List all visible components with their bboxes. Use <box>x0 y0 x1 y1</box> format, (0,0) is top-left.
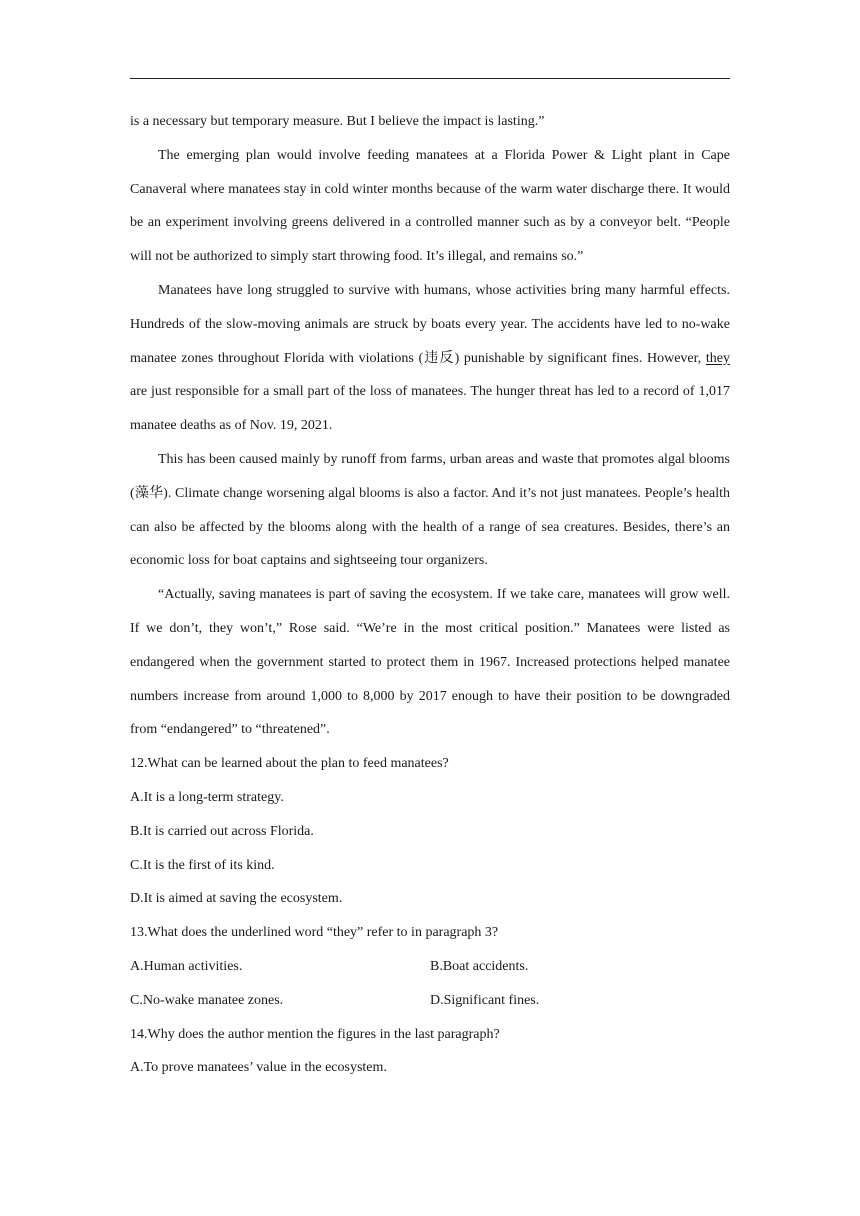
passage-paragraph-4: “Actually, saving manatees is part of saving the ecosystem. If we take care, manatees will grow well. If we don’t, they won’t,” Rose said. “We’re in the most critical position.” Manatees were listed as endangered when the government started to protect them in 1967. Increased protections helped manatee numbers increase from around 1,000 to 8,000 by 2017 enough to have their position to be downgraded from “endangered” to “threatened”. <box>130 587 730 738</box>
question-12-option-a: A.It is a long-term strategy. <box>130 789 284 805</box>
passage-paragraph-2-start: Manatees have long struggled to survive with humans, whose activities bring many harmful effects. Hundreds of the slow-moving animals are struck by boats every year. The accidents have led to no-wake manatee zones throughout Florida with violations (违反) punishable by significant fines. However, <box>130 282 730 366</box>
question-13-option-a: A.Human activities. <box>130 958 243 974</box>
passage-paragraph-2 <box>130 274 730 443</box>
passage-paragraph-3: This has been caused mainly by runoff from farms, urban areas and waste that promotes algal blooms (藻华). Climate change worsening algal blooms is also a factor. And it’s not just manatees. People’s health can also be affected by the blooms along with the health of a range of sea creatures. Besides, there’s an economic loss for boat captains and sightseeing tour organizers. <box>130 451 730 569</box>
question-13-option-c: C.No-wake manatee zones. <box>130 992 284 1008</box>
question-13-options-row-1 <box>130 950 730 984</box>
question-14-stem: 14.Why does the author mention the figures in the last paragraph? <box>130 1026 500 1042</box>
question-13-option-d: D.Significant fines. <box>430 992 540 1008</box>
question-13-option-b: B.Boat accidents. <box>430 958 529 974</box>
question-14-option-a: A.To prove manatees’ value in the ecosystem. <box>130 1060 387 1076</box>
question-13-stem: 13.What does the underlined word “they” refer to in paragraph 3? <box>130 925 499 941</box>
passage-paragraph-1: The emerging plan would involve feeding manatees at a Florida Power & Light plant in Cape Canaveral where manatees stay in cold winter months because of the warm water discharge there. It would be an experiment involving greens delivered in a controlled manner such as by a conveyor belt. “People will not be authorized to simply start throwing food. It’s illegal, and remains so.” <box>130 147 730 265</box>
passage-paragraph-0: is a necessary but temporary measure. But I believe the impact is lasting.” <box>130 114 545 129</box>
question-13-options-row-2 <box>130 984 730 1018</box>
header-rule <box>130 78 730 79</box>
document-body <box>130 105 730 1085</box>
question-12-option-c: C.It is the first of its kind. <box>130 857 275 873</box>
question-12-option-b: B.It is carried out across Florida. <box>130 823 314 839</box>
question-12-option-d: D.It is aimed at saving the ecosystem. <box>130 891 343 907</box>
passage-paragraph-2-end: are just responsible for a small part of the loss of manatees. The hunger threat has led to a record of 1,017 manatee deaths as of Nov. 19, 2021. <box>130 384 730 434</box>
underlined-word-they: they <box>705 350 730 366</box>
question-12-stem: 12.What can be learned about the plan to feed manatees? <box>130 756 449 772</box>
